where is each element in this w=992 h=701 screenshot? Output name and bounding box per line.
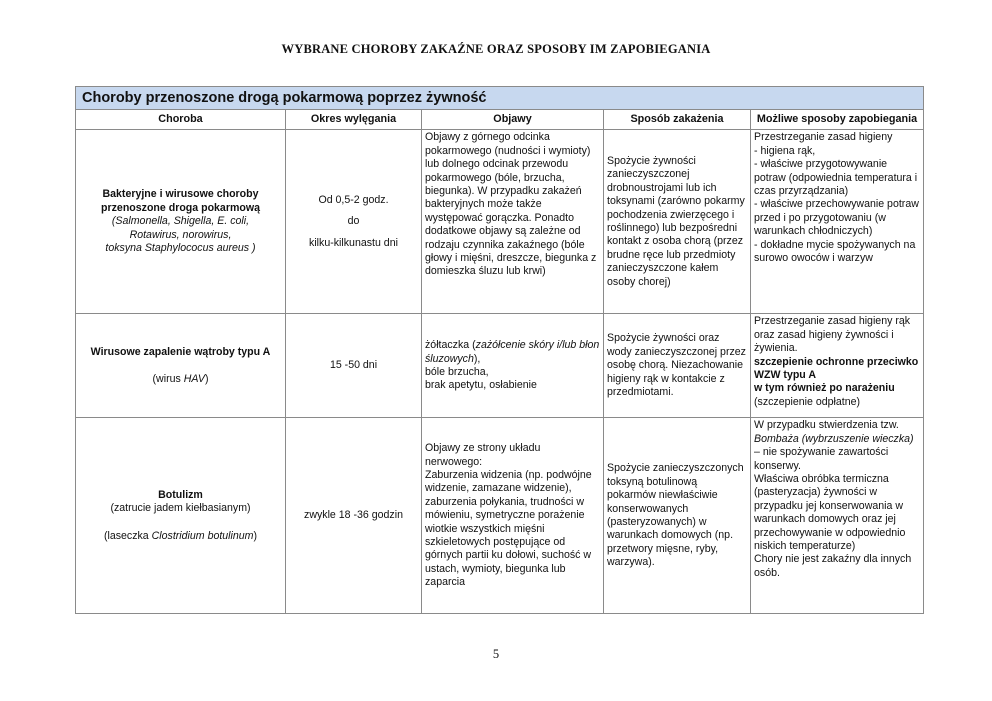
diseases-table [75, 86, 924, 614]
symptoms-cell: Objawy z górnego odcinka pokarmowego (nudności i wymioty) lub dolnego odcinak przewodu pokarmowego (bóle, brzucha, biegunka). W przypadku zakażeń bakteryjnych może także występować gorączka. Ponadto dodatkowe objawy są zależne od rodzaju czynnika zakaźnego (bóle głowy i mięśni, dreszcze, biegunka z domieszka śluzu lub krwi) [422, 130, 604, 314]
prevention-cell [751, 314, 924, 418]
prevention-text: Bombaża (wybrzuszenie wieczka) – nie spożywanie zawartości konserwy. [754, 432, 914, 472]
prevention-text: (szczepienie odpłatne) [754, 395, 860, 408]
symptoms-text: bóle brzucha, [425, 365, 489, 378]
incubation-text: do [347, 215, 360, 228]
page-number: 5 [492, 647, 500, 661]
header-disease: Choroba [76, 110, 286, 130]
prevention-cell [751, 130, 924, 314]
disease-title: przenoszone droga pokarmową [101, 201, 260, 214]
table-row [76, 314, 924, 418]
disease-title: Bakteryjne i wirusowe choroby [102, 188, 259, 201]
disease-pathogens: Rotawirus, norowirus, [129, 228, 232, 241]
transmission-cell: Spożycie żywności zanieczyszczonej drobnoustrojami lub ich toksynami (zarówno pokarmy pochodzenia zwierzęcego i roślinnego) lub bezpośredni kontakt z osoba chorą (przez brudne ręce lub przedmioty zanieczyszczone kałem osoby chorej) [604, 130, 751, 314]
incubation-cell: 15 -50 dni [286, 314, 422, 418]
prevention-text: - dokładne mycie spożywanych na surowo owoców i warzyw [754, 238, 916, 265]
disease-cell [76, 418, 286, 614]
disease-cell [76, 314, 286, 418]
symptoms-text: Objawy ze strony układu nerwowego: [425, 442, 541, 468]
prevention-text: szczepienie ochronne przeciwko WZW typu A [754, 355, 919, 382]
disease-cell [76, 130, 286, 314]
disease-pathogens: (laseczka Clostridium botulinum) [103, 529, 258, 542]
prevention-text: W przypadku stwierdzenia tzw. [754, 419, 899, 432]
disease-pathogens: toksyna Staphylococus aureus ) [105, 242, 256, 255]
column-headers [76, 110, 924, 130]
section-header-row [76, 87, 924, 110]
symptoms-text: Zaburzenia widzenia (np. podwójne widzenie, zamazane widzenie), zaburzenia połykania, trudności w mówieniu, symetryczne porażenie wiotkie wszystkich mięśni szkieletowych postępujące od górnych partii ku dołowi, suchość w ustach, wymioty, biegunka lub zaparcia [425, 468, 592, 589]
prevention-text: - właściwe przygotowywanie potraw (odpowiednia temperatura i czas przyrządzania) [754, 158, 918, 198]
document-title: WYBRANE CHOROBY ZAKAŹNE ORAZ SPOSOBY IM ZAPOBIEGANIA [281, 42, 711, 56]
symptoms-text: żółtaczka (zażółcenie skóry i/lub błon śluzowych), [425, 339, 600, 365]
prevention-text: Właściwa obróbka termiczna (pasteryzacja) żywności w przypadku jej konserwowania w warunkach domowych oraz jej przechowywanie w odpowiednio niskich temperaturze) [754, 473, 906, 553]
prevention-text: - higiena rąk, [754, 144, 816, 157]
prevention-text: Przestrzeganie zasad higieny [754, 131, 893, 144]
symptoms-cell [422, 314, 604, 418]
section-title: Choroby przenoszone drogą pokarmową poprzez żywność [76, 87, 924, 110]
incubation-text: Od 0,5-2 godz. [318, 193, 389, 206]
prevention-text: Chory nie jest zakaźny dla innych osób. [754, 553, 912, 579]
disease-subtitle: (zatrucie jadem kiełbasianym) [110, 502, 251, 515]
disease-pathogens: (wirus HAV) [152, 372, 209, 385]
header-incubation: Okres wylęgania [286, 110, 422, 130]
prevention-cell [751, 418, 924, 614]
transmission-cell: Spożycie żywności oraz wody zanieczyszczonej przez osobę chorą. Niezachowanie higieny rąk w kontakcie z przedmiotami. [604, 314, 751, 418]
table-row [76, 418, 924, 614]
transmission-cell: Spożycie zanieczyszczonych toksyną botulinową pokarmów niewłaściwie konserwowanych (pasteryzowanych) w warunkach domowych (np. przetwory mięsne, ryby, warzywa). [604, 418, 751, 614]
header-transmission: Sposób zakażenia [604, 110, 751, 130]
incubation-cell: zwykle 18 -36 godzin [286, 418, 422, 614]
symptoms-text: brak apetytu, osłabienie [425, 379, 537, 392]
disease-title: Botulizm [158, 488, 203, 501]
header-prevention: Możliwe sposoby zapobiegania [751, 110, 924, 130]
table-row [76, 130, 924, 314]
header-symptoms: Objawy [422, 110, 604, 130]
disease-title: Wirusowe zapalenie wątroby typu A [90, 345, 271, 358]
disease-pathogens: (Salmonella, Shigella, E. coli, [111, 215, 250, 228]
incubation-cell [286, 130, 422, 314]
symptoms-cell [422, 418, 604, 614]
prevention-text: w tym również po narażeniu [754, 382, 895, 395]
prevention-text: Przestrzeganie zasad higieny rąk oraz zasad higieny żywności i żywienia. [754, 315, 911, 355]
incubation-text: kilku-kilkunastu dni [309, 236, 398, 249]
prevention-text: - właściwe przechowywanie potraw przed i po przygotowaniu (w warunkach chłodniczych) [754, 198, 919, 238]
